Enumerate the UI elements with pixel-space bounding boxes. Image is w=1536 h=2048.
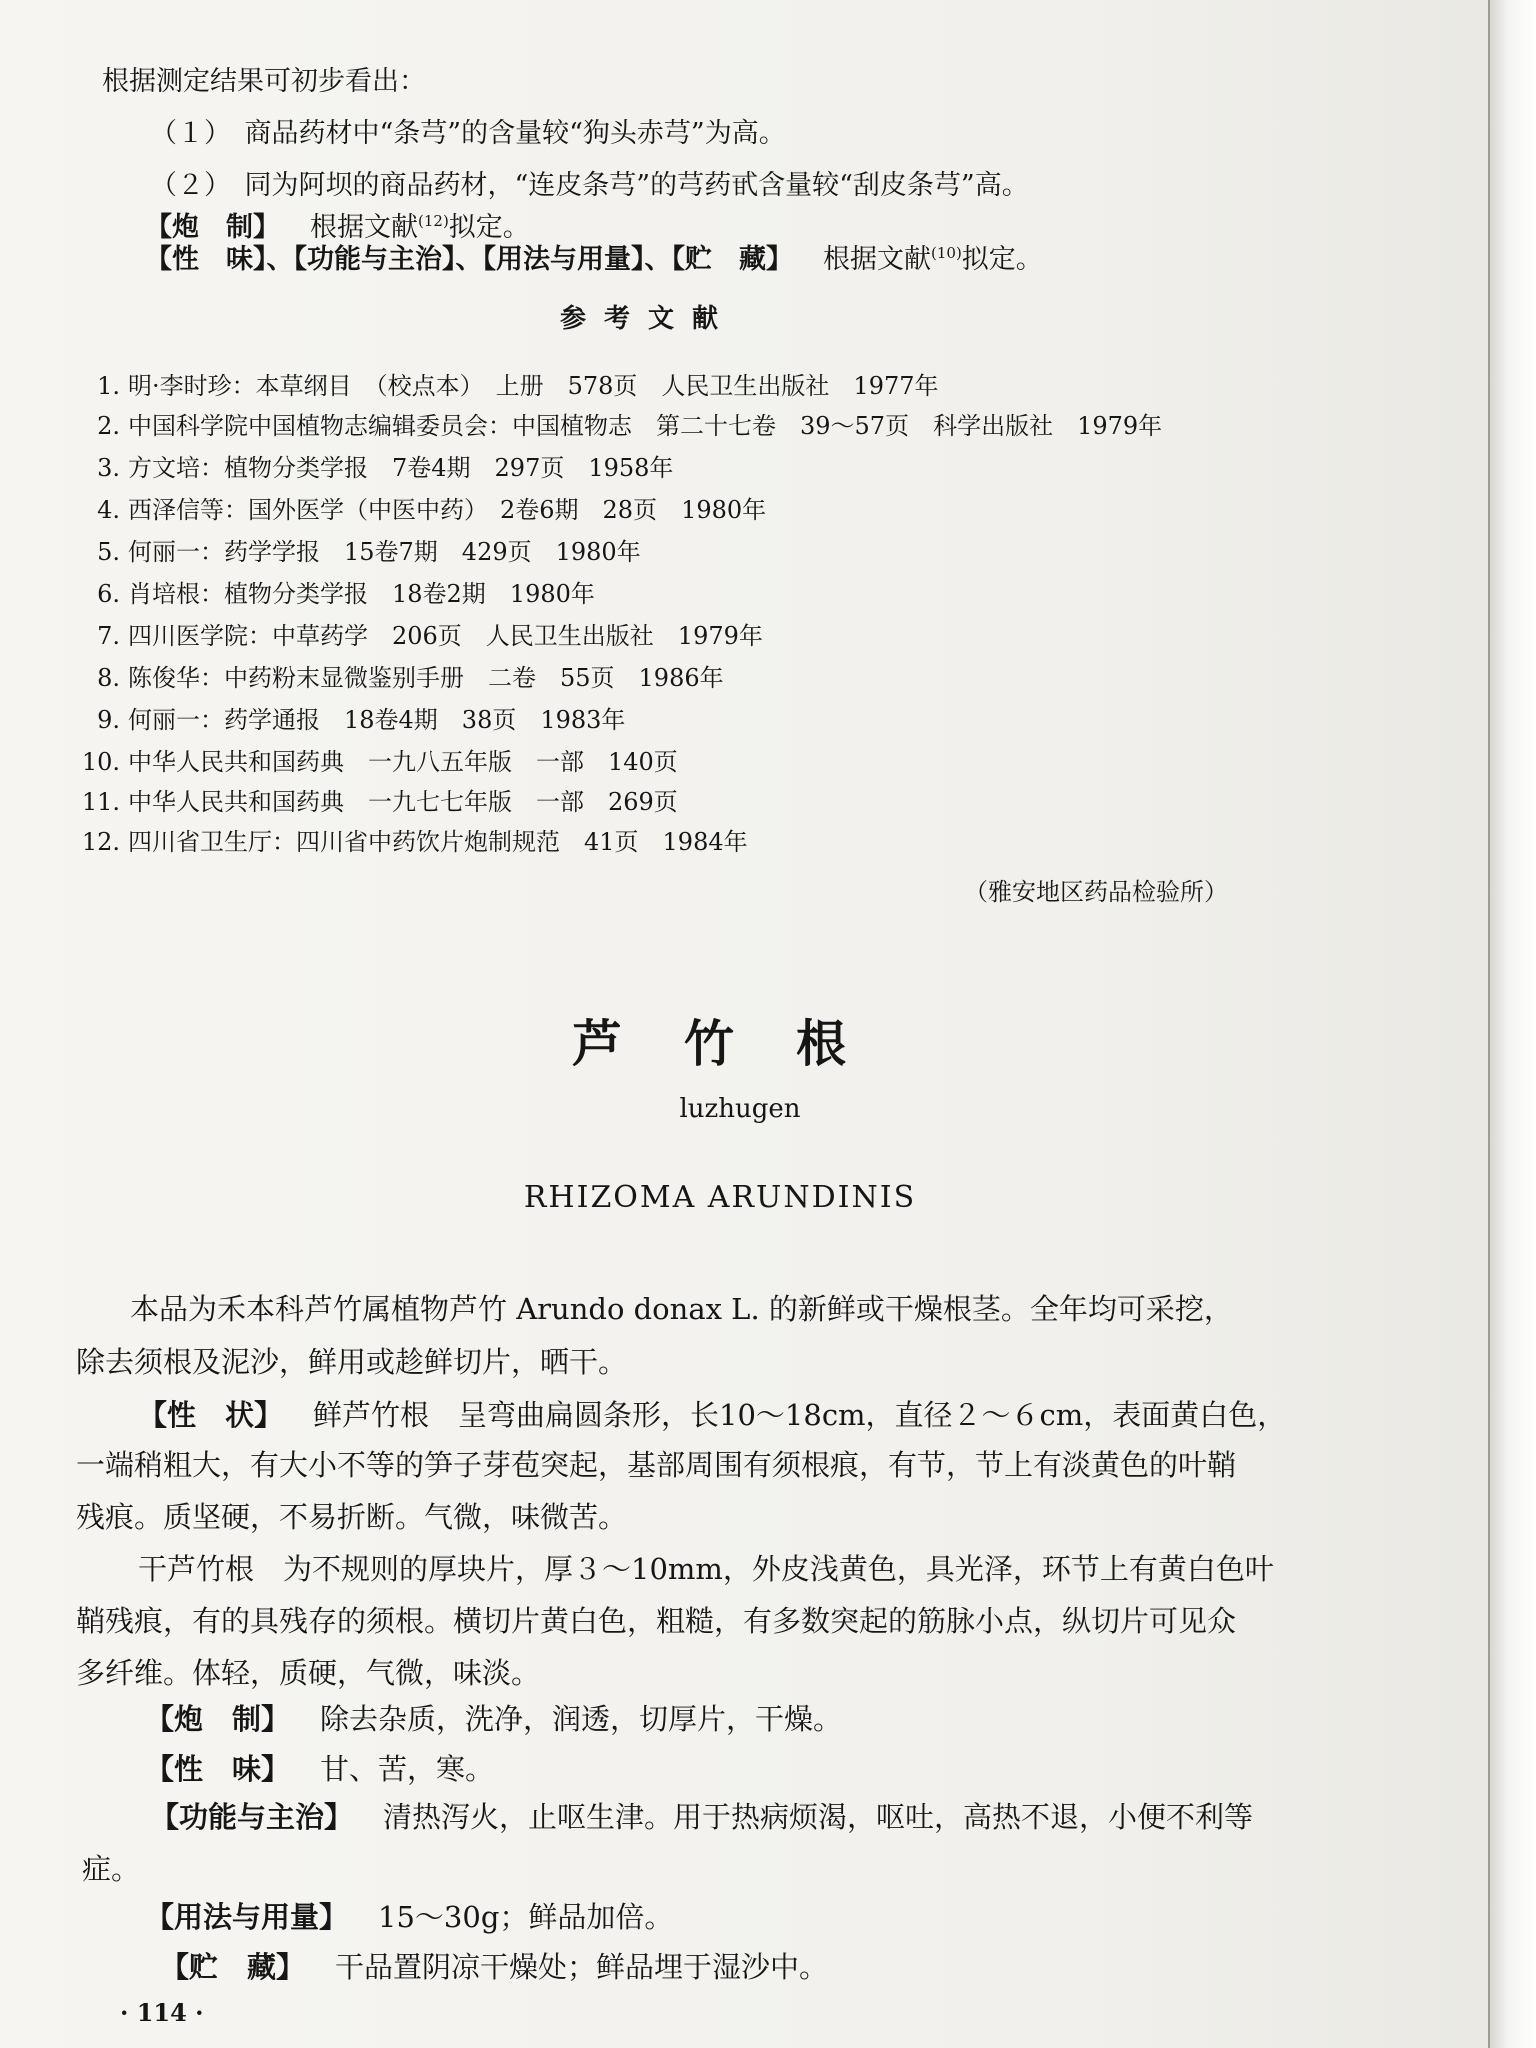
entry-latin-name: RHIZOMA ARUNDINIS [523, 1180, 917, 1215]
paozhi-sup: (12) [418, 212, 449, 230]
page-number: · 114 · [120, 1998, 204, 2027]
reference-item: 4. 西泽信等：国外医学（中医中药） 2卷6期 28页 1980年 [97, 496, 767, 524]
intro-line: 根据测定结果可初步看出： [102, 66, 426, 97]
xingwei-label: 【性 味】 [145, 1752, 291, 1786]
finding-2: （２） 同为阿坝的商品药材，“连皮条芎”的芎药甙含量较“刮皮条芎”高。 [150, 170, 1029, 201]
reference-item: 12. 四川省卫生厅：四川省中药饮片炮制规范 41页 1984年 [81, 828, 748, 856]
gongneng-line-2: 症。 [82, 1852, 141, 1886]
yongfa-section: 【用法与用量】 15～30g；鲜品加倍。 [145, 1900, 674, 1934]
yongfa-label: 【用法与用量】 [145, 1900, 349, 1934]
paozhi-text: 根据文献 [310, 212, 418, 243]
xingzhuang-line-3: 残痕。质坚硬，不易折断。气微，味微苦。 [76, 1500, 628, 1534]
description-line-1: 本品为禾本科芦竹属植物芦竹 Arundo donax L. 的新鲜或干燥根茎。全年均可采挖， [130, 1292, 1233, 1326]
paozhi-section: 【炮 制】 除去杂质，洗净，润透，切厚片，干燥。 [145, 1702, 843, 1736]
entry-title: 芦竹根 [572, 1015, 908, 1073]
references-heading: 参考文献 [560, 304, 737, 334]
xingzhuang-line-1: 【性 状】 鲜芦竹根 呈弯曲扁圆条形，长10～18cm，直径２～６cm，表面黄白色， [138, 1398, 1287, 1432]
multi-end: 拟定。 [961, 244, 1043, 275]
zhucang-label: 【贮 藏】 [160, 1950, 306, 1984]
reference-item: 8. 陈俊华：中药粉末显微鉴别手册 二卷 55页 1986年 [97, 664, 724, 692]
reference-item: 3. 方文培：植物分类学报 7卷4期 297页 1958年 [97, 454, 674, 482]
paozhi-line [145, 212, 530, 244]
reference-item: 10. 中华人民共和国药典 一九八五年版 一部 140页 [81, 748, 678, 776]
paozhi-label: 【炮 制】 [145, 212, 280, 243]
reference-item: 11. 中华人民共和国药典 一九七七年版 一部 269页 [81, 788, 678, 816]
gongneng-label: 【功能与主治】 [150, 1800, 354, 1834]
references-source: （雅安地区药品检验所） [964, 878, 1228, 906]
paozhi-end: 拟定。 [448, 212, 530, 243]
xingzhuang-label: 【性 状】 [138, 1398, 284, 1432]
multi-text: 根据文献 [823, 244, 931, 275]
entry-pinyin: luzhugen [679, 1094, 801, 1124]
multi-labels: 【性 味】、【功能与主治】、【用法与用量】、【贮 藏】 [145, 244, 793, 275]
reference-item: 6. 肖培根：植物分类学报 18卷2期 1980年 [97, 580, 595, 608]
xingwei-section: 【性 味】 甘、苦，寒。 [145, 1752, 495, 1786]
reference-item: 2. 中国科学院中国植物志编辑委员会：中国植物志 第二十七卷 39～57页 科学出版社 1979年 [97, 412, 1163, 440]
multi-sup: (10) [931, 244, 962, 262]
reference-item: 1. 明·李时珍：本草纲目 （校点本） 上册 578页 人民卫生出版社 1977年 [97, 372, 939, 400]
xingzhuang-line-2: 一端稍粗大，有大小不等的笋子芽苞突起，基部周围有须根痕，有节，节上有淡黄色的叶鞘 [76, 1448, 1237, 1482]
reference-item: 9. 何丽一：药学通报 18卷4期 38页 1983年 [97, 706, 626, 734]
zhucang-section: 【贮 藏】 干品置阴凉干燥处；鲜品埋于湿沙中。 [160, 1950, 829, 1984]
reference-item: 7. 四川医学院：中草药学 206页 人民卫生出版社 1979年 [97, 622, 763, 650]
description-line-2: 除去须根及泥沙，鲜用或趁鲜切片，晒干。 [76, 1345, 628, 1379]
finding-1: （１） 商品药材中“条芎”的含量较“狗头赤芎”为高。 [150, 118, 786, 149]
multi-line [145, 244, 1043, 276]
ganzhu-line-2: 鞘残痕，有的具残存的须根。横切片黄白色，粗糙，有多数突起的筋脉小点，纵切片可见众 [76, 1604, 1237, 1638]
paozhi-section-label: 【炮 制】 [145, 1702, 291, 1736]
gongneng-section: 【功能与主治】 清热泻火，止呕生津。用于热病烦渴，呕吐，高热不退，小便不利等 [150, 1800, 1254, 1834]
ganzhu-line-3: 多纤维。体轻，质硬，气微，味淡。 [76, 1656, 541, 1690]
ganzhu-line-1: 干芦竹根 为不规则的厚块片，厚３～10mm，外皮浅黄色，具光泽，环节上有黄白色叶 [138, 1552, 1274, 1586]
page-edge [1488, 0, 1536, 2048]
reference-item: 5. 何丽一：药学学报 15卷7期 429页 1980年 [97, 538, 641, 566]
